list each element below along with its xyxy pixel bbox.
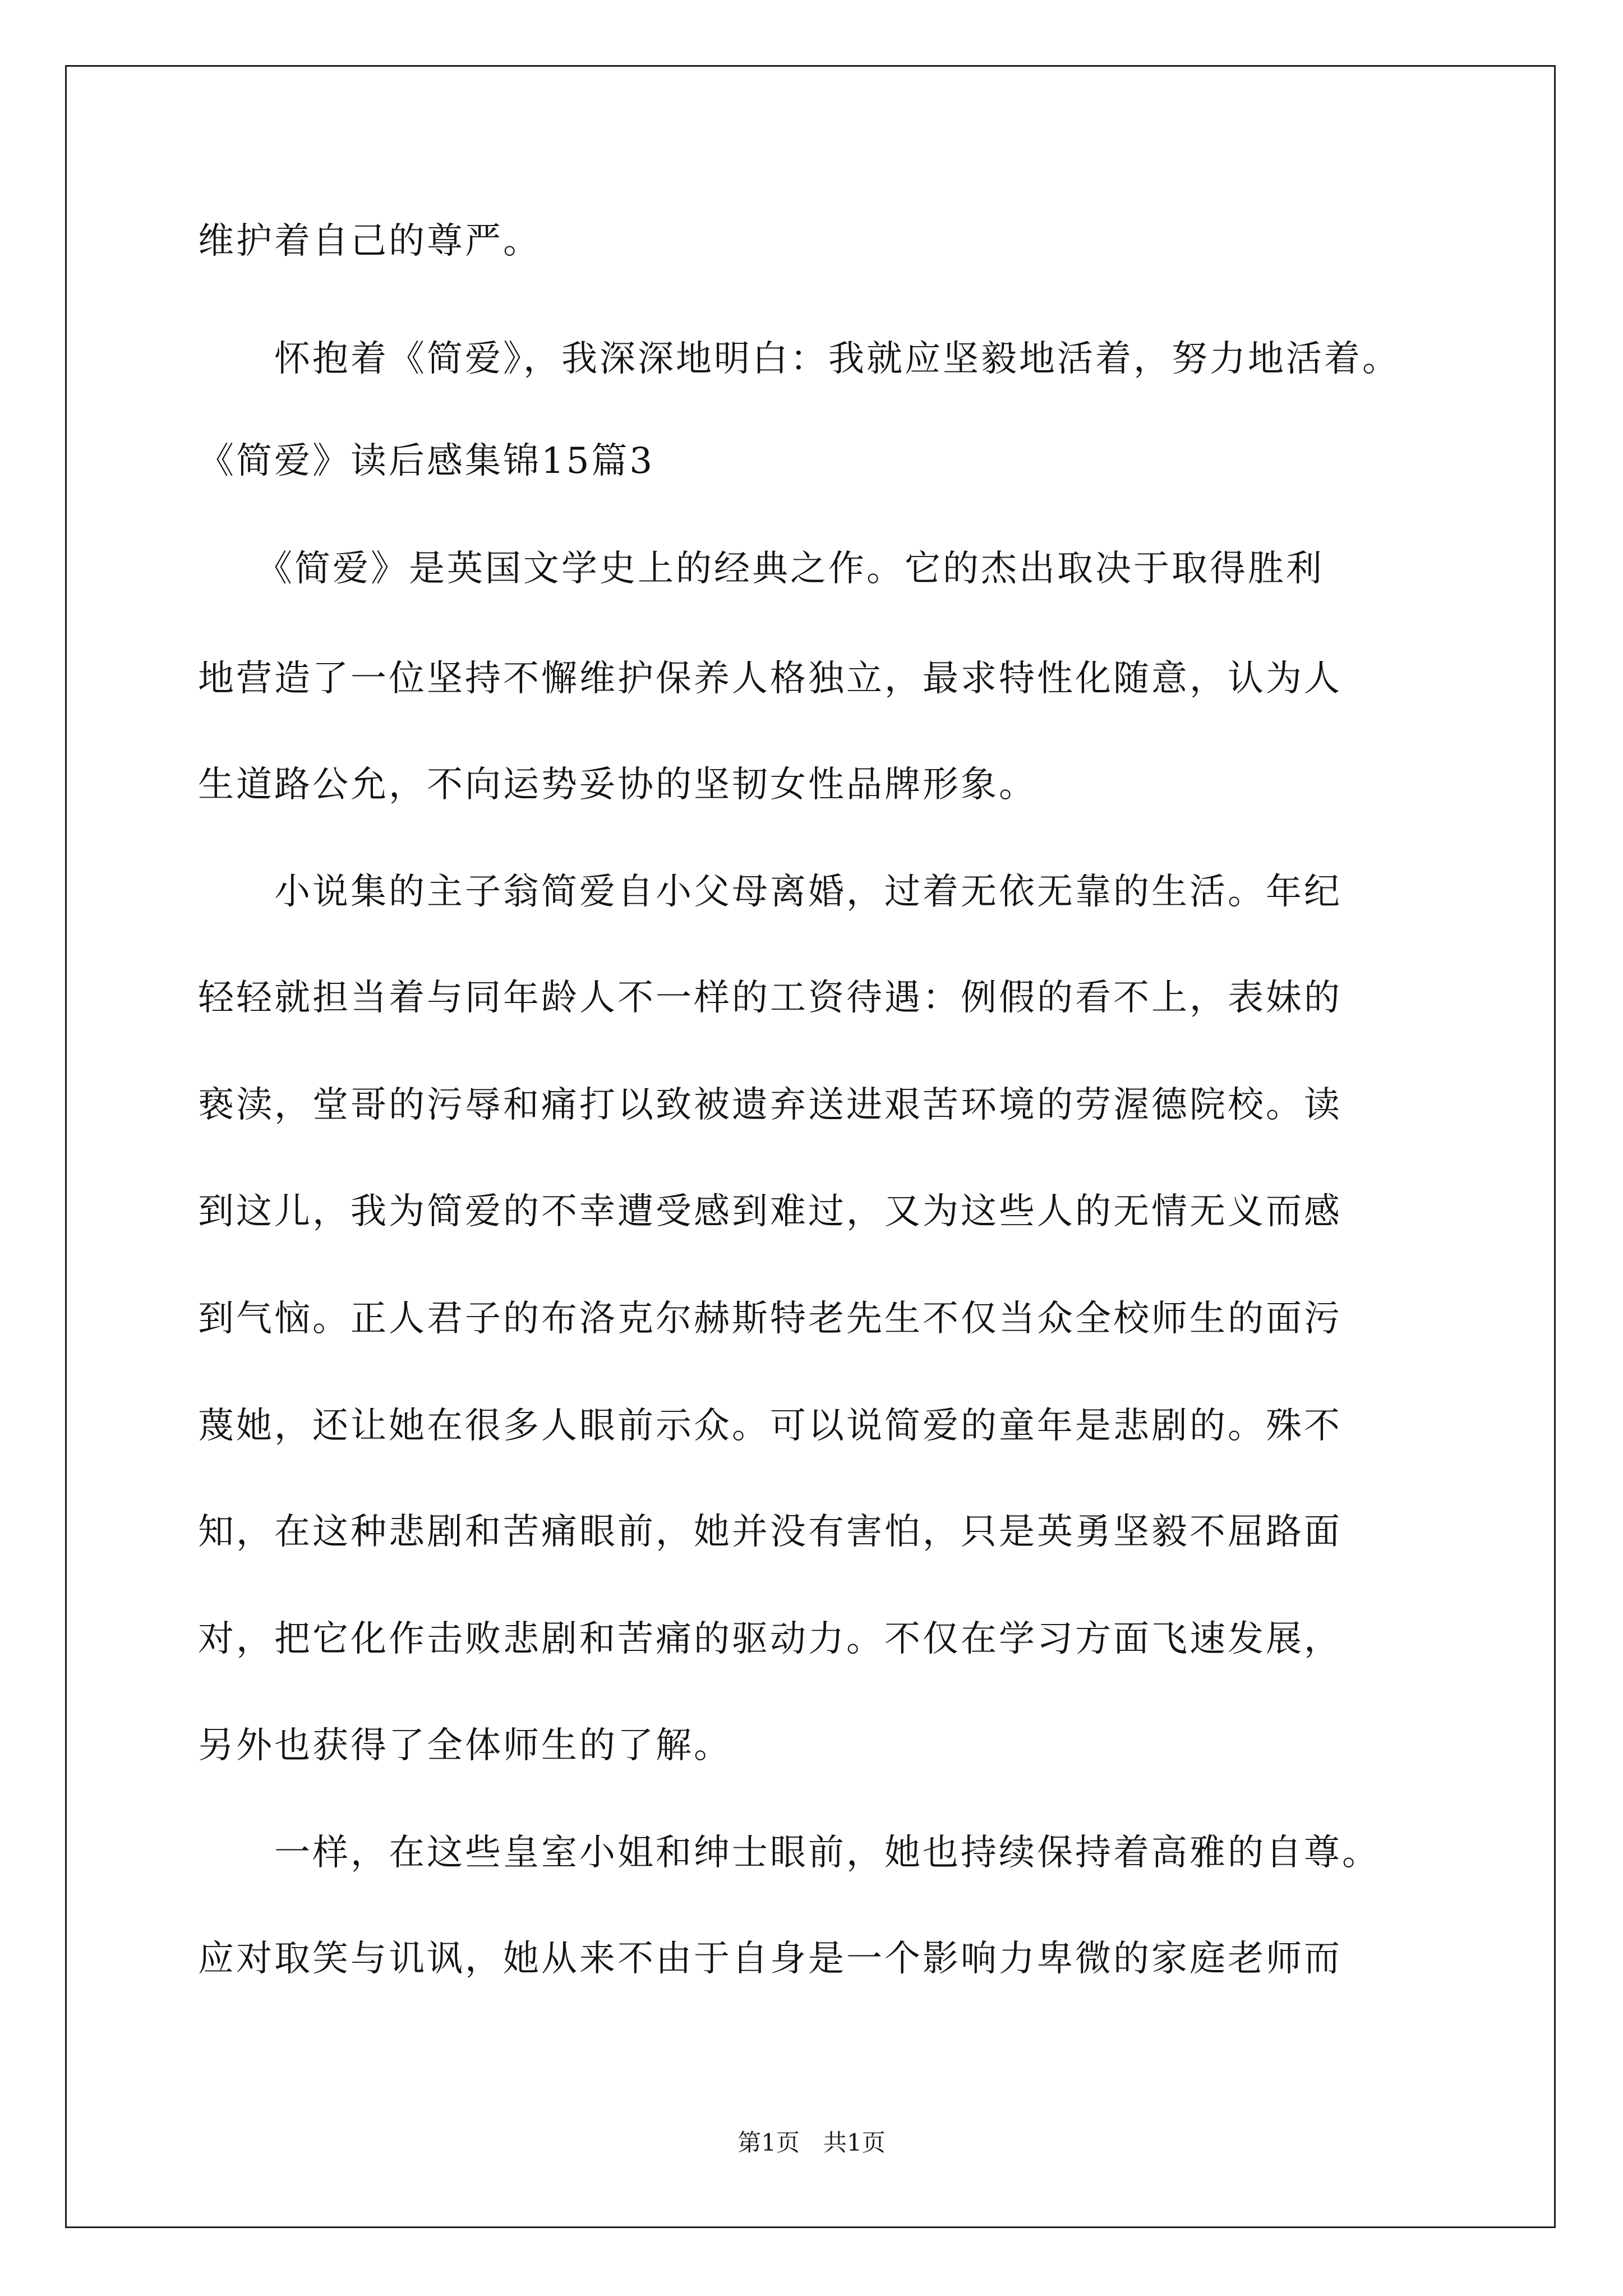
body-text-line: 知，在这种悲剧和苦痛眼前，她并没有害怕，只是英勇坚毅不屈路面: [198, 1511, 1342, 1553]
body-text-line: 亵渎，堂哥的污辱和痛打以致被遗弃送进艰苦环境的劳渥德院校。读: [198, 1084, 1342, 1126]
body-text-line: 到气恼。正人君子的布洛克尔赫斯特老先生不仅当众全校师生的面污: [198, 1298, 1342, 1340]
body-text-line: 轻轻就担当着与同年龄人不一样的工资待遇：例假的看不上，表妹的: [198, 977, 1342, 1019]
body-text-line: 应对取笑与讥讽，她从来不由于自身是一个影响力卑微的家庭老师而: [198, 1938, 1342, 1980]
body-text-line: 怀抱着《简爱》，我深深地明白：我就应坚毅地活着，努力地活着。: [198, 338, 1400, 380]
body-text-line: 蔑她，还让她在很多人眼前示众。可以说简爱的童年是悲剧的。殊不: [198, 1405, 1342, 1447]
body-text-line: 地营造了一位坚持不懈维护保养人格独立，最求特性化随意，认为人: [198, 658, 1342, 700]
body-text-line: 生道路公允，不向运势妥协的坚韧女性品牌形象。: [198, 764, 1037, 806]
section-heading: 《简爱》读后感集锦15篇3: [198, 440, 655, 482]
body-text-line: 小说集的主子翁简爱自小父母离婚，过着无依无靠的生活。年纪: [198, 871, 1342, 913]
page-border: [65, 65, 1556, 2228]
body-text-line: 《简爱》是英国文学史上的经典之作。它的杰出取决于取得胜利: [198, 548, 1324, 590]
body-text-line: 另外也获得了全体师生的了解。: [198, 1725, 732, 1766]
body-text-line: 到这儿，我为简爱的不幸遭受感到难过，又为这些人的无情无义而感: [198, 1191, 1342, 1232]
body-text-line: 对，把它化作击败悲剧和苦痛的驱动力。不仅在学习方面飞速发展，: [198, 1618, 1342, 1660]
body-text-line: 维护着自己的尊严。: [198, 220, 541, 262]
page-number: 第1页 共1页: [737, 2129, 886, 2156]
body-text-line: 一样，在这些皇室小姐和绅士眼前，她也持续保持着高雅的自尊。: [198, 1832, 1380, 1874]
